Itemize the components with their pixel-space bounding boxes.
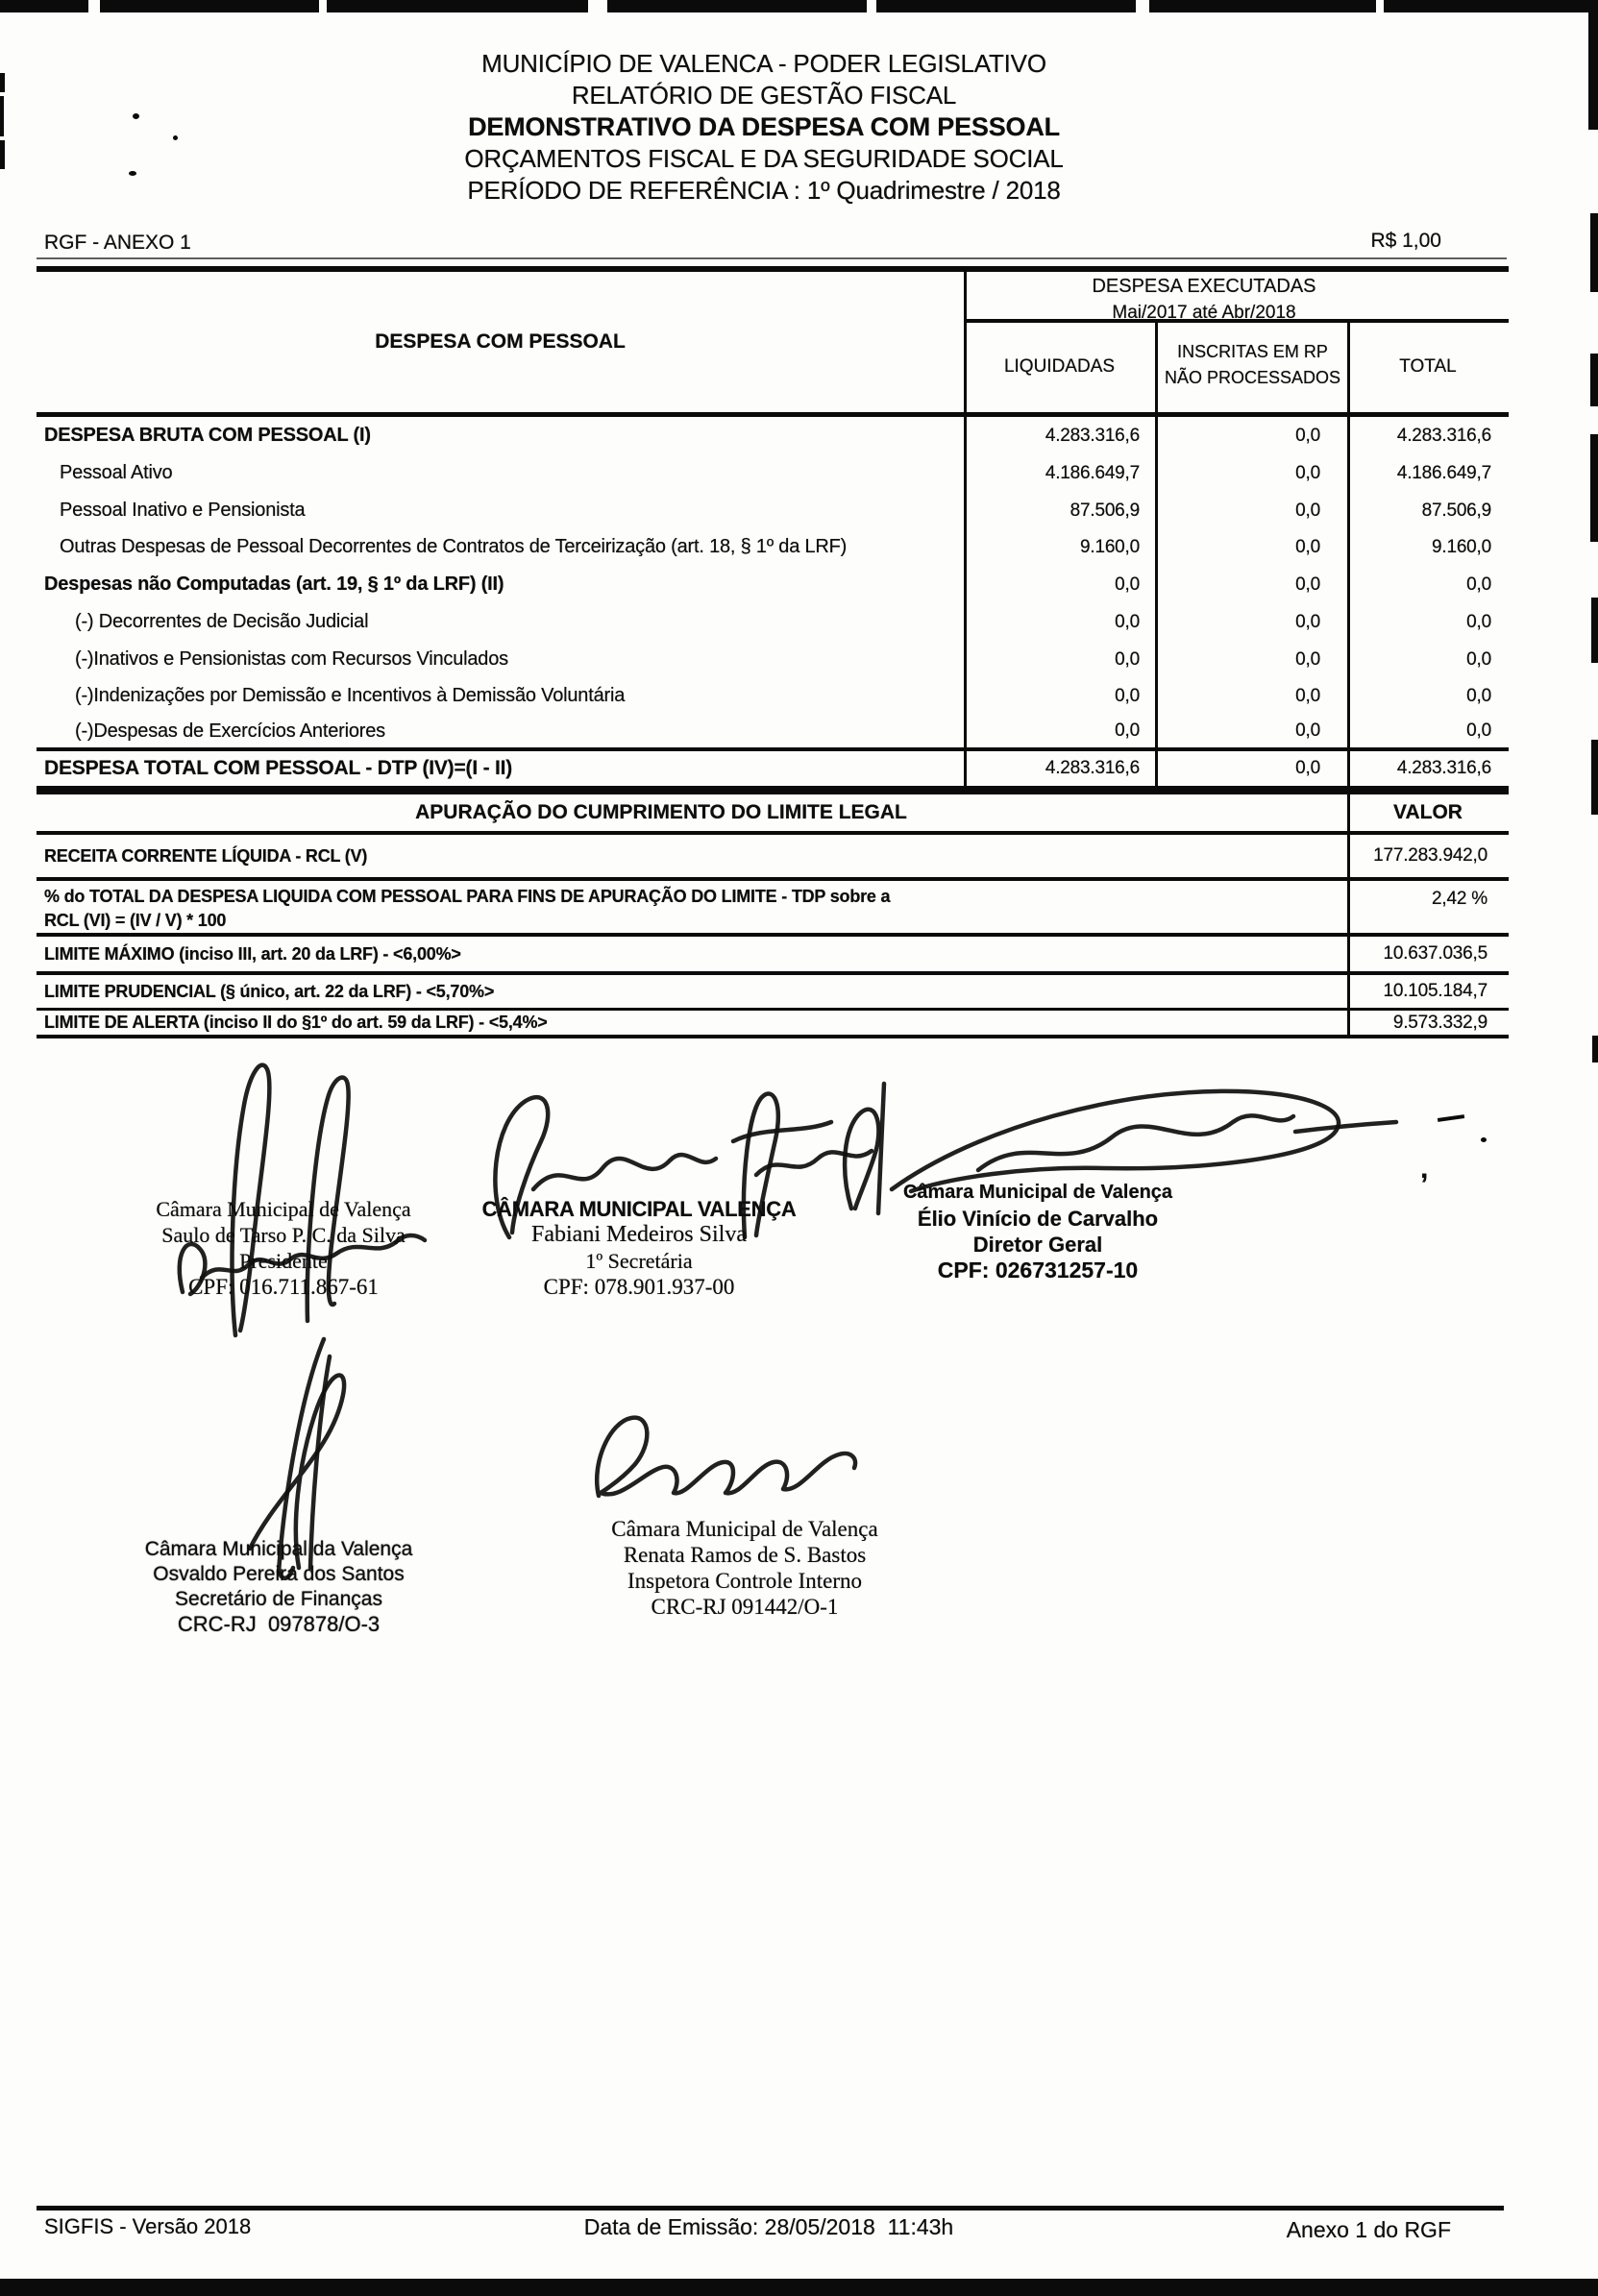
row-label: LIMITE MÁXIMO (inciso III, art. 20 da LRF) - <6,00%> [44, 943, 461, 964]
signature-cpf: CPF: 078.901.937-00 [543, 1275, 735, 1299]
scan-artifact-top-bar [0, 0, 1598, 12]
table-rule [37, 1035, 1509, 1038]
row-label-line2: RCL (VI) = (IV / V) * 100 [44, 911, 227, 930]
scan-artifact-right-bar [1590, 213, 1598, 292]
signature-cpf: CPF: 026731257-10 [937, 1258, 1139, 1282]
row-total-value: 0,0 [1466, 685, 1491, 706]
scan-artifact-top-gap [319, 0, 327, 12]
row-value: 10.637.036,5 [1383, 943, 1487, 964]
row-total-value: 4.283.316,6 [1396, 425, 1491, 446]
column-header-inscritas-line1: INSCRITAS EM RP [1177, 342, 1328, 361]
signature-role: 1º Secretária [585, 1249, 693, 1273]
footer-version: SIGFIS - Versão 2018 [44, 2214, 252, 2238]
signature-name: Osvaldo Pereira dos Santos [153, 1563, 405, 1585]
row-label: % do TOTAL DA DESPESA LIQUIDA COM PESSOAL PARA FINS DE APURAÇÃO DO LIMITE - TDP sobre a [44, 887, 891, 906]
row-rp-value: 0,0 [1295, 611, 1320, 632]
table-row [37, 492, 1509, 529]
title-line-periodo: PERÍODO DE REFERÊNCIA : 1º Quadrimestre / 2018 [467, 176, 1061, 205]
row-label: (-)Inativos e Pensionistas com Recursos Vinculados [75, 648, 508, 670]
scan-artifact-right-bar [1590, 434, 1598, 542]
signature-role: Inspetora Controle Interno [627, 1569, 862, 1593]
signature-name: Saulo de Tarso P. C. da Silva [161, 1223, 406, 1247]
table-row [37, 937, 1509, 971]
signature-role: Presidente [239, 1249, 328, 1273]
scan-artifact-right-bar [1588, 0, 1598, 130]
row-label: RECEITA CORRENTE LÍQUIDA - RCL (V) [44, 845, 368, 866]
footer-emission-date: Data de Emissão: 28/05/2018 11:43h [583, 2214, 954, 2239]
scan-artifact-right-bar [1590, 354, 1598, 406]
signature-org: Câmara Municipal da Valença [144, 1538, 413, 1560]
signature-role: Diretor Geral [972, 1233, 1103, 1257]
row-rp-value: 0,0 [1295, 536, 1320, 557]
scan-artifact-top-gap [88, 0, 100, 12]
scan-artifact-left-dash [0, 140, 5, 169]
row-liquidadas-value: 4.283.316,6 [1045, 425, 1140, 446]
row-total-value: 4.186.649,7 [1396, 462, 1491, 483]
despesa-pessoal-table [37, 266, 1509, 791]
row-liquidadas-value: 9.160,0 [1080, 536, 1140, 557]
apuracao-limite-table [37, 791, 1509, 1038]
row-label: Pessoal Inativo e Pensionista [60, 500, 306, 521]
group-header-despesa-executadas: DESPESA EXECUTADAS [1092, 276, 1316, 297]
row-label: Pessoal Ativo [60, 462, 173, 483]
row-rp-value: 0,0 [1295, 462, 1320, 483]
column-header-inscritas-rp [1158, 321, 1347, 412]
document-title-block [336, 48, 1192, 207]
scan-artifact-right-bar [1592, 1036, 1598, 1063]
ink-dash-mark [1438, 1114, 1464, 1122]
table-row [37, 677, 1509, 715]
table-row [37, 835, 1509, 877]
row-rp-value: 0,0 [1295, 500, 1320, 521]
table-row [37, 603, 1509, 641]
row-value: 2,42 % [1432, 889, 1487, 909]
row-rp-value: 0,0 [1295, 648, 1320, 670]
row-liquidadas-value: 0,0 [1115, 685, 1140, 706]
column-header-liquidadas: LIQUIDADAS [1003, 355, 1116, 377]
row-total-value: 87.506,9 [1421, 500, 1491, 521]
currency-unit-label: R$ 1,00 [1370, 230, 1441, 252]
table-row [37, 1011, 1509, 1035]
ink-speck [129, 171, 136, 176]
row-liquidadas-value: 0,0 [1115, 648, 1140, 670]
ink-speck [1481, 1137, 1487, 1142]
title-line-entity: MUNICÍPIO DE VALENCA - PODER LEGISLATIVO [481, 49, 1046, 78]
signature-org: Câmara Municipal de Valença [611, 1517, 878, 1541]
table-row [37, 975, 1509, 1008]
row-rp-value: 0,0 [1295, 425, 1320, 446]
table-row [37, 566, 1509, 603]
signature-org: Câmara Municipal de Valença [902, 1182, 1173, 1203]
signature-block-diretor [855, 1180, 1220, 1283]
table-row [37, 528, 1509, 566]
scan-artifact-top-gap [588, 0, 607, 12]
signature-crc: CRC-RJ 097878/O-3 [177, 1612, 381, 1636]
signature-org: Câmara Municipal de Valença [156, 1197, 411, 1221]
valor-header: VALOR [1393, 801, 1463, 823]
table-row [37, 641, 1509, 678]
scan-artifact-top-gap [867, 0, 876, 12]
title-line-demonstrativo: DEMONSTRATIVO DA DESPESA COM PESSOAL [468, 112, 1060, 141]
table-row [37, 417, 1509, 454]
column-header-despesa-pessoal: DESPESA COM PESSOAL [375, 330, 626, 353]
scan-artifact-bottom-bar [0, 2279, 1598, 2296]
group-header-period: Mai/2017 até Abr/2018 [1112, 303, 1296, 323]
signature-block-controle-interno [557, 1516, 932, 1620]
row-rp-value: 0,0 [1295, 721, 1320, 741]
row-liquidadas-value: 0,0 [1115, 574, 1140, 595]
signature-block-financas [101, 1537, 456, 1637]
scan-artifact-left-dash [0, 96, 4, 136]
ink-speck [133, 113, 139, 119]
row-label: DESPESA TOTAL COM PESSOAL - DTP (IV)=(I - II) [44, 757, 513, 779]
row-value: 10.105.184,7 [1383, 981, 1487, 1001]
row-value: 9.573.332,9 [1392, 1012, 1487, 1033]
signature-block-presidente [111, 1196, 456, 1300]
table-row-total [37, 751, 1509, 786]
row-total-value: 0,0 [1466, 721, 1491, 741]
signature-crc: CRC-RJ 091442/O-1 [651, 1595, 839, 1619]
row-total-value: 0,0 [1466, 611, 1491, 632]
apuracao-header: APURAÇÃO DO CUMPRIMENTO DO LIMITE LEGAL [415, 801, 907, 823]
scan-artifact-top-gap [1376, 0, 1384, 12]
row-liquidadas-value: 4.283.316,6 [1045, 758, 1140, 778]
row-liquidadas-value: 0,0 [1115, 611, 1140, 632]
ink-comma-mark: , [1420, 1153, 1429, 1185]
signature-cpf: CPF: 016.711.867-61 [188, 1275, 379, 1299]
scan-artifact-left-dash [0, 73, 5, 92]
table-row [37, 715, 1509, 747]
footer-rule [37, 2206, 1504, 2211]
row-total-value: 0,0 [1466, 648, 1491, 670]
row-total-value: 0,0 [1466, 574, 1491, 595]
scan-artifact-right-bar [1591, 598, 1598, 663]
row-rp-value: 0,0 [1295, 685, 1320, 706]
column-header-total: TOTAL [1399, 355, 1457, 377]
table-rule [37, 257, 1507, 259]
row-label: LIMITE DE ALERTA (inciso II do §1º do art. 59 da LRF) - <5,4%> [44, 1013, 548, 1032]
row-liquidadas-value: 87.506,9 [1069, 500, 1140, 521]
title-line-report: RELATÓRIO DE GESTÃO FISCAL [571, 81, 957, 110]
row-label: Despesas não Computadas (art. 19, § 1º da LRF) (II) [44, 574, 504, 595]
scan-artifact-right-bar [1591, 740, 1598, 815]
row-label: (-) Decorrentes de Decisão Judicial [75, 611, 369, 632]
row-value: 177.283.942,0 [1373, 845, 1487, 866]
signature-name: Renata Ramos de S. Bastos [623, 1543, 867, 1567]
signature-block-secretaria [461, 1196, 817, 1300]
title-line-orcamentos: ORÇAMENTOS FISCAL E DA SEGURIDADE SOCIAL [464, 144, 1064, 173]
row-label: Outras Despesas de Pessoal Decorrentes de Contratos de Terceirização (art. 18, § 1º da LRF) [60, 536, 848, 557]
row-label: LIMITE PRUDENCIAL (§ único, art. 22 da LRF) - <5,70%> [44, 981, 495, 1001]
row-rp-value: 0,0 [1295, 758, 1320, 778]
row-liquidadas-value: 4.186.649,7 [1045, 462, 1140, 483]
table-row [37, 454, 1509, 492]
row-rp-value: 0,0 [1295, 574, 1320, 595]
row-total-value: 4.283.316,6 [1396, 758, 1491, 778]
row-label: (-)Indenizações por Demissão e Incentivos à Demissão Voluntária [75, 685, 626, 706]
table-row [37, 881, 1509, 933]
row-label: DESPESA BRUTA COM PESSOAL (I) [44, 425, 371, 446]
ink-speck [173, 135, 178, 140]
footer-anexo: Anexo 1 do RGF [1286, 2217, 1451, 2242]
signature-role: Secretário de Finanças [175, 1588, 382, 1610]
row-label: (-)Despesas de Exercícios Anteriores [75, 720, 385, 742]
signature-name: Élio Vinício de Carvalho [917, 1207, 1159, 1231]
scan-artifact-top-gap [1136, 0, 1149, 12]
row-liquidadas-value: 0,0 [1115, 721, 1140, 741]
anexo-label: RGF - ANEXO 1 [44, 232, 191, 254]
signature-name: Fabiani Medeiros Silva [531, 1222, 747, 1247]
column-header-inscritas-line2: NÃO PROCESSADOS [1164, 368, 1341, 387]
signature-stroke-controle-interno [572, 1404, 870, 1515]
signature-org: CÂMARA MUNICIPAL VALENÇA [481, 1197, 797, 1221]
row-total-value: 9.160,0 [1432, 536, 1491, 557]
